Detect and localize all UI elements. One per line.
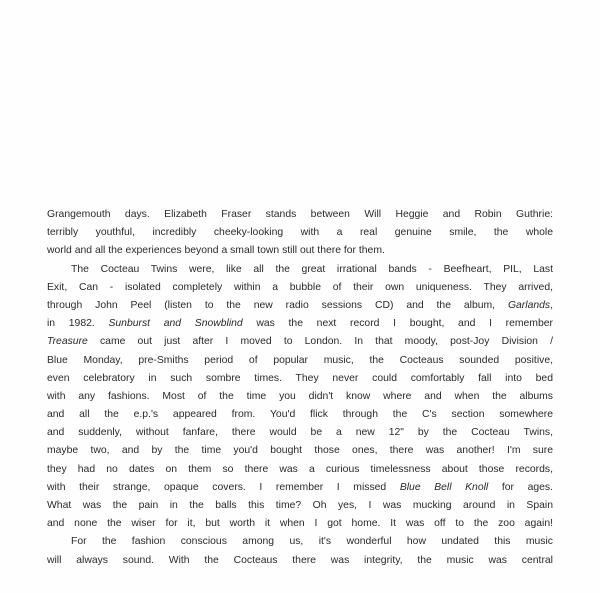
text-line: Treasure came out just after I moved to London. In that moody, post-Joy Division / — [47, 336, 553, 348]
album-title-garlands: Garlands — [507, 299, 551, 311]
text-line: Exit, Can - isolated completely within a bubble of their own uniqueness. They arrived, — [47, 281, 553, 293]
body-text — [47, 206, 553, 570]
text-line: maybe two, and by the time you'd bought those ones, there was another! I'm sure — [47, 445, 553, 457]
text-line: in 1982. Sunburst and Snowblind was the next record I bought, and I remember — [47, 318, 553, 330]
text-line: will always sound. With the Cocteaus there was integrity, the music was central — [47, 554, 553, 566]
album-title-sunburst: Sunburst and Snowblind — [108, 318, 243, 330]
text-line: What was the pain in the balls this time? Oh yes, I was mucking around in Spain — [47, 500, 553, 511]
text-line: with any fashions. Most of the time you didn't know where and when the albums — [47, 390, 553, 402]
text-line: For the fashion conscious among us, it's wonderful how undated this music — [71, 536, 553, 548]
text-line: and suddenly, without fanfare, there would be a new 12" by the Cocteau Twins, — [47, 427, 553, 439]
text-line: The Cocteau Twins were, like all the great irrational bands - Beefheart, PIL, Last — [71, 263, 553, 275]
text-line: they had no dates on them so there was a curious timelessness about those records, — [47, 463, 553, 475]
text-line: world and all the experiences beyond a small town still out there for them. — [47, 245, 385, 257]
text-line: terribly youthful, incredibly cheeky-looking with a real genuine smile, the whole — [47, 227, 553, 239]
text-line: with their strange, opaque covers. I remember I missed Blue Bell Knoll for ages. — [47, 481, 553, 493]
album-title-blue-bell-knoll: Blue Bell Knoll — [399, 481, 489, 493]
text-line: and all the e.p.'s appeared from. You'd flick through the C's section somewhere — [47, 409, 553, 421]
text-line: Blue Monday, pre-Smiths period of popular music, the Cocteaus sounded positive, — [47, 354, 553, 366]
text-line: through John Peel (listen to the new radio sessions CD) and the album, Garlands, — [47, 299, 553, 311]
text-line: Grangemouth days. Elizabeth Fraser stands between Will Heggie and Robin Guthrie: — [47, 209, 553, 220]
album-title-treasure: Treasure — [47, 336, 88, 348]
text-line: and none the wiser for it, but worth it when I got home. It was off to the zoo again! — [47, 518, 553, 530]
text-line: even celebratory in such sombre times. They never could comfortably fall into bed — [47, 372, 553, 384]
